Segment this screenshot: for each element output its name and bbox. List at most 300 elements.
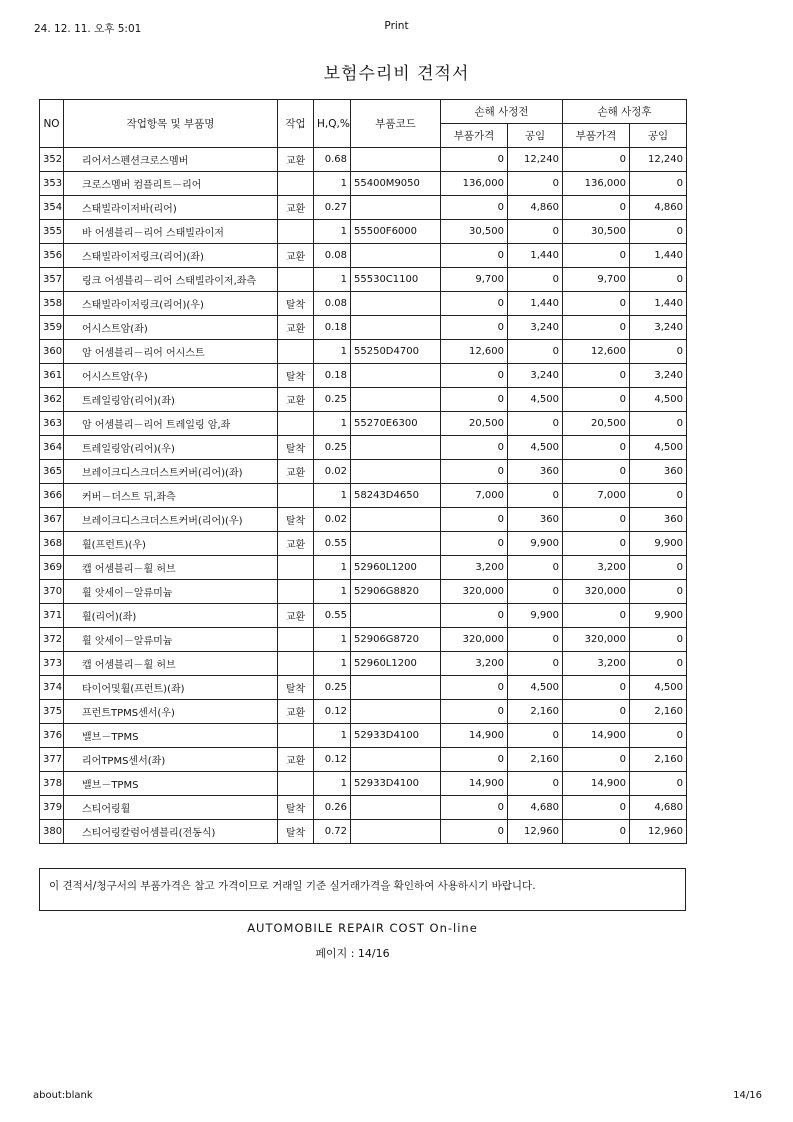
cell-after-labor: 9,900 bbox=[630, 604, 687, 628]
cell-before-part-price: 0 bbox=[441, 796, 508, 820]
cell-hq: 0.02 bbox=[314, 460, 351, 484]
cell-before-labor: 0 bbox=[508, 652, 563, 676]
cell-hq: 0.25 bbox=[314, 436, 351, 460]
cell-item-name: 스티어링휠 bbox=[64, 796, 278, 820]
cell-before-labor: 9,900 bbox=[508, 604, 563, 628]
cell-item-name: 프런트TPMS센서(우) bbox=[64, 700, 278, 724]
table-row bbox=[40, 316, 687, 340]
cell-after-part-price: 0 bbox=[563, 460, 630, 484]
cell-item-name: 바 어셈블리－리어 스태빌라이저 bbox=[64, 220, 278, 244]
cell-before-labor: 1,440 bbox=[508, 292, 563, 316]
cell-before-labor: 0 bbox=[508, 268, 563, 292]
cell-before-part-price: 0 bbox=[441, 604, 508, 628]
cell-part-code bbox=[351, 436, 441, 460]
cell-hq: 0.68 bbox=[314, 148, 351, 172]
cell-after-part-price: 0 bbox=[563, 196, 630, 220]
cell-no: 379 bbox=[40, 796, 64, 820]
cell-hq: 1 bbox=[314, 172, 351, 196]
cell-work-type: 교환 bbox=[278, 532, 314, 556]
cell-after-labor: 0 bbox=[630, 412, 687, 436]
cell-after-part-price: 20,500 bbox=[563, 412, 630, 436]
estimate-table bbox=[39, 99, 687, 844]
cell-hq: 1 bbox=[314, 556, 351, 580]
cell-hq: 1 bbox=[314, 652, 351, 676]
cell-item-name: 휠(리어)(좌) bbox=[64, 604, 278, 628]
cell-before-part-price: 20,500 bbox=[441, 412, 508, 436]
header-before-labor: 공임 bbox=[508, 124, 563, 148]
cell-part-code bbox=[351, 748, 441, 772]
cell-hq: 1 bbox=[314, 412, 351, 436]
cell-part-code bbox=[351, 460, 441, 484]
table-row bbox=[40, 220, 687, 244]
cell-item-name: 스티어링칼럼어셈블리(전동식) bbox=[64, 820, 278, 844]
table-row bbox=[40, 412, 687, 436]
header-after-labor: 공임 bbox=[630, 124, 687, 148]
cell-after-labor: 1,440 bbox=[630, 244, 687, 268]
cell-part-code bbox=[351, 508, 441, 532]
cell-before-labor: 360 bbox=[508, 508, 563, 532]
cell-part-code bbox=[351, 292, 441, 316]
cell-work-type: 교환 bbox=[278, 196, 314, 220]
cell-after-part-price: 0 bbox=[563, 796, 630, 820]
document-title: 보험수리비 견적서 bbox=[323, 64, 470, 84]
table-row bbox=[40, 652, 687, 676]
cell-work-type: 교환 bbox=[278, 148, 314, 172]
cell-item-name: 스태빌라이저바(리어) bbox=[64, 196, 278, 220]
cell-item-name: 크로스멤버 컴플리트－리어 bbox=[64, 172, 278, 196]
cell-work-type: 교환 bbox=[278, 604, 314, 628]
print-datetime: 24. 12. 11. 오후 5:01 bbox=[34, 23, 142, 35]
cell-after-labor: 0 bbox=[630, 268, 687, 292]
cell-item-name: 스태빌라이저링크(리어)(좌) bbox=[64, 244, 278, 268]
cell-hq: 0.08 bbox=[314, 244, 351, 268]
cell-before-labor: 4,680 bbox=[508, 796, 563, 820]
cell-hq: 0.26 bbox=[314, 796, 351, 820]
cell-item-name: 타이어및휠(프런트)(좌) bbox=[64, 676, 278, 700]
cell-before-part-price: 0 bbox=[441, 700, 508, 724]
cell-after-part-price: 0 bbox=[563, 532, 630, 556]
footer-page-number: 페이지 : 14/16 bbox=[315, 947, 390, 960]
cell-hq: 1 bbox=[314, 484, 351, 508]
cell-work-type bbox=[278, 628, 314, 652]
cell-after-labor: 4,500 bbox=[630, 436, 687, 460]
cell-no: 360 bbox=[40, 340, 64, 364]
cell-item-name: 암 어셈블리－리어 어시스트 bbox=[64, 340, 278, 364]
table-row bbox=[40, 604, 687, 628]
cell-after-part-price: 0 bbox=[563, 700, 630, 724]
cell-hq: 0.12 bbox=[314, 700, 351, 724]
cell-after-labor: 0 bbox=[630, 556, 687, 580]
print-url: about:blank bbox=[33, 1090, 93, 1101]
cell-hq: 0.02 bbox=[314, 508, 351, 532]
cell-item-name: 리어TPMS센서(좌) bbox=[64, 748, 278, 772]
cell-no: 377 bbox=[40, 748, 64, 772]
cell-hq: 1 bbox=[314, 628, 351, 652]
table-row bbox=[40, 820, 687, 844]
cell-work-type: 탈착 bbox=[278, 676, 314, 700]
cell-part-code: 55250D4700 bbox=[351, 340, 441, 364]
cell-no: 361 bbox=[40, 364, 64, 388]
cell-no: 369 bbox=[40, 556, 64, 580]
cell-after-part-price: 0 bbox=[563, 748, 630, 772]
cell-after-labor: 0 bbox=[630, 580, 687, 604]
cell-no: 366 bbox=[40, 484, 64, 508]
cell-before-part-price: 14,900 bbox=[441, 724, 508, 748]
cell-after-labor: 3,240 bbox=[630, 316, 687, 340]
table-row bbox=[40, 460, 687, 484]
cell-hq: 0.72 bbox=[314, 820, 351, 844]
cell-before-labor: 3,240 bbox=[508, 364, 563, 388]
cell-item-name: 브레이크디스크더스트커버(리어)(좌) bbox=[64, 460, 278, 484]
cell-hq: 0.25 bbox=[314, 676, 351, 700]
estimate-rows bbox=[40, 148, 687, 844]
cell-after-labor: 4,500 bbox=[630, 388, 687, 412]
cell-after-labor: 0 bbox=[630, 724, 687, 748]
cell-no: 353 bbox=[40, 172, 64, 196]
cell-item-name: 휠 앗세이－알류미늄 bbox=[64, 628, 278, 652]
cell-item-name: 밸브－TPMS bbox=[64, 772, 278, 796]
cell-work-type: 탈착 bbox=[278, 796, 314, 820]
cell-after-part-price: 3,200 bbox=[563, 652, 630, 676]
cell-no: 375 bbox=[40, 700, 64, 724]
cell-after-labor: 2,160 bbox=[630, 700, 687, 724]
cell-before-part-price: 0 bbox=[441, 820, 508, 844]
header-before-part-price: 부품가격 bbox=[441, 124, 508, 148]
cell-after-part-price: 0 bbox=[563, 292, 630, 316]
cell-part-code: 55270E6300 bbox=[351, 412, 441, 436]
cell-work-type bbox=[278, 724, 314, 748]
table-row bbox=[40, 364, 687, 388]
cell-before-part-price: 320,000 bbox=[441, 580, 508, 604]
cell-item-name: 리어서스펜션크로스멤버 bbox=[64, 148, 278, 172]
cell-before-labor: 0 bbox=[508, 484, 563, 508]
cell-before-part-price: 0 bbox=[441, 148, 508, 172]
header-work: 작업 bbox=[278, 100, 314, 148]
cell-before-part-price: 0 bbox=[441, 508, 508, 532]
cell-before-labor: 0 bbox=[508, 556, 563, 580]
cell-after-labor: 360 bbox=[630, 508, 687, 532]
cell-item-name: 트레일링암(리어)(좌) bbox=[64, 388, 278, 412]
cell-item-name: 트레일링암(리어)(우) bbox=[64, 436, 278, 460]
cell-item-name: 링크 어셈블리－리어 스태빌라이저,좌측 bbox=[64, 268, 278, 292]
table-row bbox=[40, 388, 687, 412]
cell-after-part-price: 0 bbox=[563, 244, 630, 268]
cell-work-type: 교환 bbox=[278, 700, 314, 724]
table-row bbox=[40, 796, 687, 820]
cell-before-part-price: 0 bbox=[441, 316, 508, 340]
cell-work-type bbox=[278, 220, 314, 244]
cell-part-code bbox=[351, 820, 441, 844]
cell-before-part-price: 14,900 bbox=[441, 772, 508, 796]
cell-part-code bbox=[351, 148, 441, 172]
cell-hq: 1 bbox=[314, 340, 351, 364]
cell-before-part-price: 7,000 bbox=[441, 484, 508, 508]
cell-after-part-price: 7,000 bbox=[563, 484, 630, 508]
cell-after-part-price: 0 bbox=[563, 148, 630, 172]
table-row bbox=[40, 196, 687, 220]
cell-work-type: 교환 bbox=[278, 244, 314, 268]
cell-hq: 0.12 bbox=[314, 748, 351, 772]
table-row bbox=[40, 724, 687, 748]
header-item: 작업항목 및 부품명 bbox=[64, 100, 278, 148]
cell-before-labor: 4,860 bbox=[508, 196, 563, 220]
cell-work-type: 교환 bbox=[278, 748, 314, 772]
cell-no: 363 bbox=[40, 412, 64, 436]
cell-after-part-price: 0 bbox=[563, 388, 630, 412]
header-code: 부품코드 bbox=[351, 100, 441, 148]
table-row bbox=[40, 532, 687, 556]
cell-item-name: 휠 앗세이－알류미늄 bbox=[64, 580, 278, 604]
cell-before-labor: 0 bbox=[508, 772, 563, 796]
cell-before-part-price: 0 bbox=[441, 196, 508, 220]
cell-no: 365 bbox=[40, 460, 64, 484]
cell-work-type: 교환 bbox=[278, 460, 314, 484]
cell-part-code: 55530C1100 bbox=[351, 268, 441, 292]
cell-after-part-price: 0 bbox=[563, 676, 630, 700]
cell-after-labor: 360 bbox=[630, 460, 687, 484]
cell-after-labor: 4,500 bbox=[630, 676, 687, 700]
cell-hq: 1 bbox=[314, 772, 351, 796]
cell-before-labor: 0 bbox=[508, 412, 563, 436]
cell-before-part-price: 0 bbox=[441, 292, 508, 316]
cell-part-code bbox=[351, 796, 441, 820]
cell-hq: 0.18 bbox=[314, 364, 351, 388]
cell-before-labor: 4,500 bbox=[508, 388, 563, 412]
cell-before-labor: 2,160 bbox=[508, 748, 563, 772]
cell-before-labor: 2,160 bbox=[508, 700, 563, 724]
cell-part-code bbox=[351, 244, 441, 268]
table-row bbox=[40, 292, 687, 316]
cell-after-labor: 0 bbox=[630, 652, 687, 676]
cell-hq: 0.08 bbox=[314, 292, 351, 316]
cell-no: 378 bbox=[40, 772, 64, 796]
cell-after-part-price: 320,000 bbox=[563, 580, 630, 604]
cell-after-part-price: 0 bbox=[563, 820, 630, 844]
cell-no: 352 bbox=[40, 148, 64, 172]
cell-before-labor: 3,240 bbox=[508, 316, 563, 340]
print-page-count: 14/16 bbox=[733, 1090, 762, 1101]
print-title: Print bbox=[384, 20, 409, 32]
cell-no: 371 bbox=[40, 604, 64, 628]
cell-work-type bbox=[278, 484, 314, 508]
cell-no: 356 bbox=[40, 244, 64, 268]
table-row bbox=[40, 172, 687, 196]
cell-after-part-price: 14,900 bbox=[563, 724, 630, 748]
cell-before-labor: 0 bbox=[508, 628, 563, 652]
cell-after-labor: 12,240 bbox=[630, 148, 687, 172]
cell-after-part-price: 30,500 bbox=[563, 220, 630, 244]
cell-item-name: 커버－더스트 뒤,좌측 bbox=[64, 484, 278, 508]
cell-before-labor: 4,500 bbox=[508, 436, 563, 460]
cell-no: 370 bbox=[40, 580, 64, 604]
cell-before-labor: 9,900 bbox=[508, 532, 563, 556]
cell-no: 358 bbox=[40, 292, 64, 316]
cell-before-labor: 0 bbox=[508, 220, 563, 244]
cell-work-type: 탈착 bbox=[278, 820, 314, 844]
cell-no: 380 bbox=[40, 820, 64, 844]
cell-work-type: 교환 bbox=[278, 388, 314, 412]
cell-part-code bbox=[351, 700, 441, 724]
cell-before-part-price: 0 bbox=[441, 748, 508, 772]
header-no: NO bbox=[40, 100, 64, 148]
cell-before-part-price: 0 bbox=[441, 388, 508, 412]
table-row bbox=[40, 700, 687, 724]
header-after: 손해 사정후 bbox=[563, 100, 687, 124]
cell-after-part-price: 3,200 bbox=[563, 556, 630, 580]
cell-part-code bbox=[351, 676, 441, 700]
cell-item-name: 캡 어셈블리－휠 허브 bbox=[64, 652, 278, 676]
footer-brand: AUTOMOBILE REPAIR COST On-line bbox=[247, 921, 478, 935]
cell-hq: 1 bbox=[314, 580, 351, 604]
cell-before-part-price: 9,700 bbox=[441, 268, 508, 292]
cell-no: 373 bbox=[40, 652, 64, 676]
cell-before-labor: 12,240 bbox=[508, 148, 563, 172]
cell-item-name: 암 어셈블리－리어 트레일링 암,좌 bbox=[64, 412, 278, 436]
cell-after-part-price: 320,000 bbox=[563, 628, 630, 652]
table-row bbox=[40, 244, 687, 268]
cell-item-name: 휠(프런트)(우) bbox=[64, 532, 278, 556]
cell-before-part-price: 3,200 bbox=[441, 652, 508, 676]
cell-no: 359 bbox=[40, 316, 64, 340]
cell-work-type bbox=[278, 268, 314, 292]
cell-part-code: 52906G8720 bbox=[351, 628, 441, 652]
cell-after-part-price: 14,900 bbox=[563, 772, 630, 796]
cell-after-part-price: 12,600 bbox=[563, 340, 630, 364]
cell-part-code: 55400M9050 bbox=[351, 172, 441, 196]
table-row bbox=[40, 484, 687, 508]
cell-work-type bbox=[278, 580, 314, 604]
cell-hq: 1 bbox=[314, 220, 351, 244]
cell-part-code: 52960L1200 bbox=[351, 556, 441, 580]
cell-work-type: 교환 bbox=[278, 316, 314, 340]
cell-after-labor: 3,240 bbox=[630, 364, 687, 388]
table-row bbox=[40, 580, 687, 604]
cell-before-labor: 0 bbox=[508, 172, 563, 196]
cell-before-part-price: 0 bbox=[441, 244, 508, 268]
cell-before-part-price: 0 bbox=[441, 436, 508, 460]
cell-item-name: 어시스트암(우) bbox=[64, 364, 278, 388]
cell-before-part-price: 30,500 bbox=[441, 220, 508, 244]
notice-text: 이 견적서/청구서의 부품가격은 참고 가격이므로 거래일 기준 실거래가격을 확인하여 사용하시기 바랍니다. bbox=[49, 880, 536, 892]
cell-no: 372 bbox=[40, 628, 64, 652]
cell-before-part-price: 320,000 bbox=[441, 628, 508, 652]
cell-work-type bbox=[278, 556, 314, 580]
cell-part-code: 55500F6000 bbox=[351, 220, 441, 244]
cell-work-type bbox=[278, 412, 314, 436]
cell-part-code bbox=[351, 388, 441, 412]
cell-no: 354 bbox=[40, 196, 64, 220]
cell-before-part-price: 0 bbox=[441, 460, 508, 484]
cell-before-labor: 0 bbox=[508, 340, 563, 364]
cell-before-part-price: 136,000 bbox=[441, 172, 508, 196]
cell-work-type bbox=[278, 172, 314, 196]
cell-no: 362 bbox=[40, 388, 64, 412]
cell-item-name: 브레이크디스크더스트커버(리어)(우) bbox=[64, 508, 278, 532]
cell-no: 357 bbox=[40, 268, 64, 292]
cell-after-labor: 4,860 bbox=[630, 196, 687, 220]
cell-part-code: 58243D4650 bbox=[351, 484, 441, 508]
cell-part-code: 52906G8820 bbox=[351, 580, 441, 604]
cell-after-labor: 4,680 bbox=[630, 796, 687, 820]
cell-item-name: 스태빌라이저링크(리어)(우) bbox=[64, 292, 278, 316]
table-row bbox=[40, 628, 687, 652]
cell-item-name: 어시스트암(좌) bbox=[64, 316, 278, 340]
cell-after-labor: 0 bbox=[630, 772, 687, 796]
cell-item-name: 밸브－TPMS bbox=[64, 724, 278, 748]
cell-no: 367 bbox=[40, 508, 64, 532]
cell-part-code bbox=[351, 196, 441, 220]
cell-work-type bbox=[278, 652, 314, 676]
cell-work-type bbox=[278, 340, 314, 364]
cell-after-part-price: 0 bbox=[563, 316, 630, 340]
cell-before-labor: 1,440 bbox=[508, 244, 563, 268]
cell-work-type: 탈착 bbox=[278, 292, 314, 316]
cell-work-type: 탈착 bbox=[278, 364, 314, 388]
cell-no: 374 bbox=[40, 676, 64, 700]
cell-before-part-price: 0 bbox=[441, 676, 508, 700]
header-after-part-price: 부품가격 bbox=[563, 124, 630, 148]
cell-before-labor: 360 bbox=[508, 460, 563, 484]
cell-before-labor: 0 bbox=[508, 580, 563, 604]
cell-part-code bbox=[351, 364, 441, 388]
cell-after-part-price: 0 bbox=[563, 436, 630, 460]
cell-after-labor: 0 bbox=[630, 172, 687, 196]
cell-after-part-price: 9,700 bbox=[563, 268, 630, 292]
cell-work-type: 탈착 bbox=[278, 436, 314, 460]
table-row bbox=[40, 556, 687, 580]
cell-after-part-price: 0 bbox=[563, 364, 630, 388]
cell-hq: 1 bbox=[314, 268, 351, 292]
table-row bbox=[40, 148, 687, 172]
cell-before-part-price: 0 bbox=[441, 364, 508, 388]
notice-box bbox=[39, 868, 686, 911]
cell-before-labor: 4,500 bbox=[508, 676, 563, 700]
cell-no: 368 bbox=[40, 532, 64, 556]
header-hq: H,Q,% bbox=[314, 100, 351, 148]
cell-after-labor: 12,960 bbox=[630, 820, 687, 844]
cell-part-code bbox=[351, 604, 441, 628]
header-before: 손해 사정전 bbox=[441, 100, 563, 124]
table-row bbox=[40, 676, 687, 700]
cell-work-type: 탈착 bbox=[278, 508, 314, 532]
cell-hq: 0.18 bbox=[314, 316, 351, 340]
cell-part-code: 52933D4100 bbox=[351, 724, 441, 748]
cell-no: 355 bbox=[40, 220, 64, 244]
table-row bbox=[40, 340, 687, 364]
cell-hq: 1 bbox=[314, 724, 351, 748]
cell-item-name: 캡 어셈블리－휠 허브 bbox=[64, 556, 278, 580]
table-row bbox=[40, 508, 687, 532]
cell-hq: 0.25 bbox=[314, 388, 351, 412]
cell-before-labor: 12,960 bbox=[508, 820, 563, 844]
cell-part-code bbox=[351, 532, 441, 556]
cell-part-code bbox=[351, 316, 441, 340]
cell-before-part-price: 12,600 bbox=[441, 340, 508, 364]
cell-after-labor: 0 bbox=[630, 628, 687, 652]
cell-no: 376 bbox=[40, 724, 64, 748]
cell-hq: 0.55 bbox=[314, 532, 351, 556]
cell-after-part-price: 136,000 bbox=[563, 172, 630, 196]
table-row bbox=[40, 268, 687, 292]
cell-work-type bbox=[278, 772, 314, 796]
cell-hq: 0.27 bbox=[314, 196, 351, 220]
cell-after-labor: 9,900 bbox=[630, 532, 687, 556]
cell-after-labor: 0 bbox=[630, 220, 687, 244]
cell-after-labor: 2,160 bbox=[630, 748, 687, 772]
table-row bbox=[40, 436, 687, 460]
cell-after-labor: 1,440 bbox=[630, 292, 687, 316]
cell-after-labor: 0 bbox=[630, 484, 687, 508]
